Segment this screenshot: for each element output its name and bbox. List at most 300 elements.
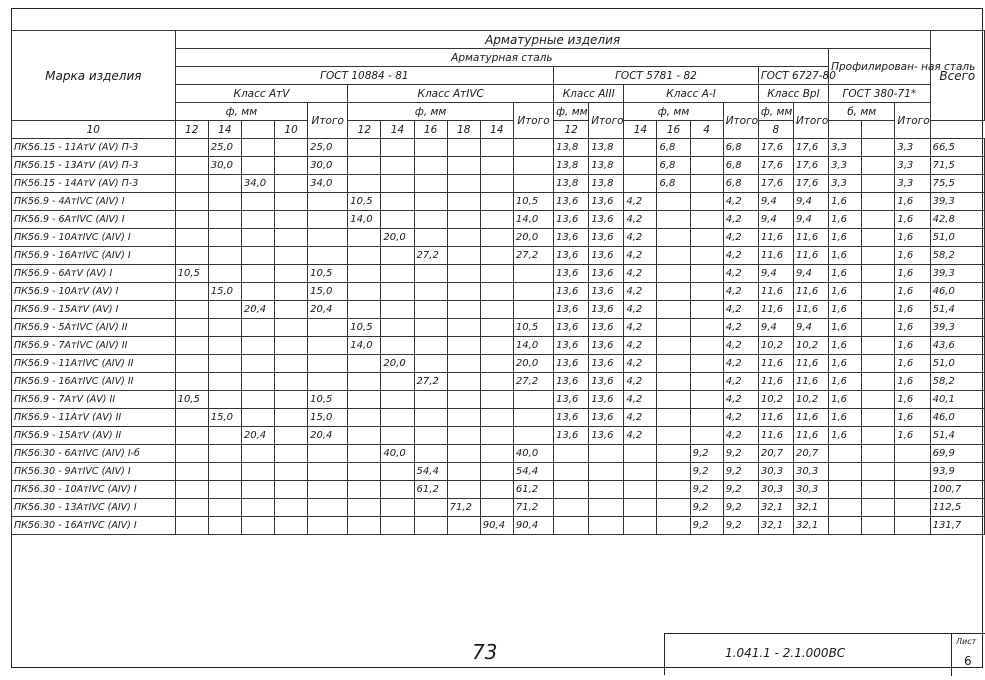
handwritten-page-number: 73	[472, 640, 498, 664]
row-cell	[381, 373, 414, 391]
row-cell	[175, 301, 208, 319]
row-cell: 4,2	[624, 427, 657, 445]
row-cell: 15,0	[208, 409, 241, 427]
row-cell	[308, 463, 348, 481]
row-cell: 13,8	[554, 157, 589, 175]
row-cell: 17,6	[793, 157, 828, 175]
row-cell	[175, 283, 208, 301]
row-cell: 13,6	[554, 409, 589, 427]
row-cell: 13,6	[554, 373, 589, 391]
header-size: 14	[480, 121, 513, 139]
row-cell: 27,2	[414, 373, 447, 391]
table-row	[12, 481, 985, 499]
header-class3: Класс АIII	[554, 85, 624, 103]
row-cell: 13,6	[589, 409, 624, 427]
row-cell: 11,6	[793, 247, 828, 265]
row-cell: 11,6	[758, 355, 793, 373]
row-cell	[381, 157, 414, 175]
table-body	[12, 139, 985, 535]
row-cell: 9,4	[793, 319, 828, 337]
row-mark: ПК56.9 - 6АтIVС (АIV) I	[12, 211, 176, 229]
row-cell	[175, 337, 208, 355]
row-mark: ПК56.30 - 9АтIVС (АIV) I	[12, 463, 176, 481]
table-header	[12, 31, 985, 139]
row-cell	[690, 319, 723, 337]
row-cell	[624, 139, 657, 157]
row-mark: ПК56.30 - 6АтIVС (АIV) I-б	[12, 445, 176, 463]
row-cell	[657, 229, 690, 247]
header-class4: Класс А-I	[624, 85, 759, 103]
row-cell	[381, 499, 414, 517]
row-cell: 71,2	[513, 499, 553, 517]
row-cell	[690, 301, 723, 319]
row-cell: 15,0	[308, 409, 348, 427]
row-cell: 13,8	[554, 175, 589, 193]
row-cell: 17,6	[758, 175, 793, 193]
row-cell	[480, 499, 513, 517]
row-cell	[414, 517, 447, 535]
row-cell: 13,6	[554, 283, 589, 301]
row-cell	[414, 139, 447, 157]
row-cell: 1,6	[829, 373, 862, 391]
row-cell: 3,3	[829, 157, 862, 175]
row-cell: 4,2	[624, 247, 657, 265]
row-cell	[657, 247, 690, 265]
row-cell: 9,2	[690, 499, 723, 517]
row-cell	[690, 175, 723, 193]
row-cell	[895, 517, 930, 535]
row-cell	[895, 445, 930, 463]
row-cell	[624, 463, 657, 481]
row-cell	[862, 481, 895, 499]
row-cell	[690, 355, 723, 373]
row-cell	[208, 481, 241, 499]
row-cell	[480, 193, 513, 211]
row-cell	[241, 283, 274, 301]
row-cell	[381, 283, 414, 301]
row-mark: ПК56.15 - 14АтV (АV) П-3	[12, 175, 176, 193]
row-cell	[690, 247, 723, 265]
row-cell: 32,1	[758, 499, 793, 517]
row-cell	[513, 265, 553, 283]
header-phi-4: ф, мм	[624, 103, 723, 121]
row-cell	[447, 463, 480, 481]
header-phi-1: ф, мм	[175, 103, 308, 121]
row-cell: 17,6	[758, 157, 793, 175]
row-cell	[447, 427, 480, 445]
row-cell: 9,2	[723, 481, 758, 499]
row-cell	[657, 445, 690, 463]
row-cell	[480, 481, 513, 499]
row-cell	[657, 391, 690, 409]
row-cell	[381, 193, 414, 211]
header-size: 14	[381, 121, 414, 139]
row-mark: ПК56.9 - 15АтV (АV) II	[12, 427, 176, 445]
row-cell	[480, 265, 513, 283]
row-cell: 10,2	[793, 391, 828, 409]
row-cell	[208, 355, 241, 373]
row-cell	[447, 391, 480, 409]
row-cell	[275, 283, 308, 301]
row-cell	[862, 139, 895, 157]
row-cell	[275, 427, 308, 445]
row-cell: 3,3	[829, 175, 862, 193]
row-cell	[447, 319, 480, 337]
row-cell	[208, 193, 241, 211]
row-cell: 51,4	[930, 427, 984, 445]
row-cell: 13,6	[589, 193, 624, 211]
row-cell: 39,3	[930, 319, 984, 337]
row-cell: 13,6	[589, 427, 624, 445]
row-cell: 13,6	[554, 229, 589, 247]
row-cell	[208, 319, 241, 337]
header-size-empty	[241, 121, 274, 139]
row-cell: 4,2	[723, 319, 758, 337]
row-cell	[829, 445, 862, 463]
row-cell: 13,8	[589, 175, 624, 193]
row-cell	[657, 193, 690, 211]
row-cell	[862, 517, 895, 535]
header-itogo-2: Итого	[513, 103, 553, 139]
row-cell: 11,6	[758, 301, 793, 319]
row-cell: 1,6	[829, 265, 862, 283]
row-cell	[275, 319, 308, 337]
row-cell	[480, 211, 513, 229]
row-cell	[241, 247, 274, 265]
row-cell	[414, 193, 447, 211]
row-cell: 13,6	[589, 301, 624, 319]
row-cell	[554, 463, 589, 481]
row-cell	[480, 391, 513, 409]
header-size: 10	[12, 121, 176, 139]
row-cell	[348, 499, 381, 517]
row-cell	[308, 445, 348, 463]
row-cell	[308, 211, 348, 229]
row-cell	[308, 499, 348, 517]
row-cell: 1,6	[829, 319, 862, 337]
row-cell: 75,5	[930, 175, 984, 193]
row-cell	[208, 247, 241, 265]
row-cell	[657, 409, 690, 427]
row-cell: 66,5	[930, 139, 984, 157]
row-cell	[414, 355, 447, 373]
row-cell: 4,2	[723, 193, 758, 211]
table-row	[12, 409, 985, 427]
row-cell	[241, 193, 274, 211]
row-cell: 11,6	[793, 373, 828, 391]
row-cell	[175, 175, 208, 193]
row-cell: 51,4	[930, 301, 984, 319]
row-cell: 9,2	[690, 445, 723, 463]
row-cell: 30,3	[758, 481, 793, 499]
row-cell: 13,6	[554, 301, 589, 319]
row-cell	[657, 355, 690, 373]
row-cell	[175, 517, 208, 535]
row-cell: 40,0	[513, 445, 553, 463]
header-size: 16	[414, 121, 447, 139]
row-cell	[690, 391, 723, 409]
row-cell: 11,6	[793, 427, 828, 445]
row-cell	[348, 427, 381, 445]
table-row	[12, 373, 985, 391]
row-cell: 34,0	[241, 175, 274, 193]
row-cell	[348, 373, 381, 391]
row-cell	[862, 463, 895, 481]
row-cell: 9,2	[723, 445, 758, 463]
row-cell: 4,2	[624, 409, 657, 427]
row-cell: 6,8	[657, 157, 690, 175]
row-cell	[862, 283, 895, 301]
row-cell	[862, 319, 895, 337]
row-cell	[175, 409, 208, 427]
row-cell: 1,6	[829, 391, 862, 409]
table-row	[12, 211, 985, 229]
table-row	[12, 355, 985, 373]
table-row	[12, 427, 985, 445]
row-cell	[480, 157, 513, 175]
row-mark: ПК56.9 - 10АтV (АV) I	[12, 283, 176, 301]
row-cell: 4,2	[624, 373, 657, 391]
row-mark: ПК56.9 - 7АтV (АV) II	[12, 391, 176, 409]
row-cell: 4,2	[624, 265, 657, 283]
row-cell	[829, 499, 862, 517]
row-cell: 4,2	[723, 301, 758, 319]
row-cell	[308, 355, 348, 373]
row-cell: 20,0	[381, 355, 414, 373]
row-cell	[480, 427, 513, 445]
row-cell: 51,0	[930, 355, 984, 373]
row-cell	[348, 445, 381, 463]
row-mark: ПК56.30 - 10АтIVС (АIV) I	[12, 481, 176, 499]
row-cell	[690, 157, 723, 175]
row-cell: 9,4	[758, 193, 793, 211]
row-cell	[554, 481, 589, 499]
row-cell	[241, 499, 274, 517]
row-cell	[381, 481, 414, 499]
row-cell	[480, 373, 513, 391]
row-cell: 1,6	[829, 283, 862, 301]
row-cell: 6,8	[723, 139, 758, 157]
row-cell	[447, 139, 480, 157]
row-cell	[690, 283, 723, 301]
table-row	[12, 175, 985, 193]
row-cell	[589, 481, 624, 499]
row-cell: 4,2	[723, 229, 758, 247]
row-cell	[624, 157, 657, 175]
row-cell	[829, 463, 862, 481]
row-cell: 90,4	[513, 517, 553, 535]
row-cell	[690, 427, 723, 445]
row-cell	[513, 157, 553, 175]
row-cell: 4,2	[723, 427, 758, 445]
row-cell: 1,6	[895, 211, 930, 229]
row-cell	[862, 265, 895, 283]
row-cell: 1,6	[829, 337, 862, 355]
row-cell: 20,4	[241, 301, 274, 319]
row-cell	[480, 337, 513, 355]
row-cell: 14,0	[348, 211, 381, 229]
row-cell	[348, 265, 381, 283]
row-cell	[275, 463, 308, 481]
document-code: 1.041.1 - 2.1.000ВС	[725, 646, 846, 660]
row-cell	[657, 517, 690, 535]
row-cell: 1,6	[829, 211, 862, 229]
row-cell	[381, 409, 414, 427]
row-cell: 13,6	[554, 355, 589, 373]
row-cell	[275, 409, 308, 427]
row-mark: ПК56.30 - 13АтIVС (АIV) I	[12, 499, 176, 517]
row-cell	[308, 337, 348, 355]
row-cell: 11,6	[793, 301, 828, 319]
row-cell	[381, 517, 414, 535]
row-cell: 1,6	[895, 247, 930, 265]
row-cell: 1,6	[895, 301, 930, 319]
row-cell	[513, 427, 553, 445]
row-cell	[208, 391, 241, 409]
header-class5: Класс ВрI	[758, 85, 828, 103]
row-cell	[348, 355, 381, 373]
header-size: 10	[275, 121, 308, 139]
row-cell: 40,0	[381, 445, 414, 463]
row-cell: 11,6	[758, 229, 793, 247]
row-cell	[447, 301, 480, 319]
row-cell	[208, 211, 241, 229]
row-cell	[447, 193, 480, 211]
row-cell	[275, 445, 308, 463]
row-cell	[862, 301, 895, 319]
header-itogo-3: Итого	[589, 103, 624, 139]
header-size: 14	[624, 121, 657, 139]
row-cell: 1,6	[895, 229, 930, 247]
row-cell: 9,2	[723, 463, 758, 481]
row-cell: 11,6	[758, 409, 793, 427]
row-cell: 90,4	[480, 517, 513, 535]
header-itogo-4: Итого	[723, 103, 758, 139]
row-cell	[275, 247, 308, 265]
row-cell	[208, 427, 241, 445]
row-cell	[241, 445, 274, 463]
row-cell	[414, 283, 447, 301]
row-cell	[308, 229, 348, 247]
row-cell	[175, 211, 208, 229]
row-cell	[275, 337, 308, 355]
row-cell	[480, 229, 513, 247]
row-cell: 3,3	[895, 175, 930, 193]
row-cell	[414, 427, 447, 445]
row-cell	[513, 409, 553, 427]
row-cell	[414, 211, 447, 229]
row-cell: 20,4	[308, 427, 348, 445]
row-cell	[589, 445, 624, 463]
row-cell: 13,6	[589, 247, 624, 265]
row-cell: 1,6	[895, 193, 930, 211]
row-cell	[175, 139, 208, 157]
row-cell: 13,8	[589, 157, 624, 175]
row-mark: ПК56.9 - 15АтV (АV) I	[12, 301, 176, 319]
row-cell	[381, 301, 414, 319]
row-cell: 9,4	[793, 265, 828, 283]
row-cell	[308, 517, 348, 535]
row-cell: 4,2	[624, 337, 657, 355]
row-cell	[175, 463, 208, 481]
row-cell: 4,2	[723, 409, 758, 427]
row-cell: 10,5	[308, 391, 348, 409]
row-cell	[414, 319, 447, 337]
row-cell: 10,5	[348, 319, 381, 337]
row-cell: 9,4	[758, 211, 793, 229]
row-cell	[690, 193, 723, 211]
row-cell	[381, 391, 414, 409]
row-cell	[208, 301, 241, 319]
row-cell: 4,2	[624, 229, 657, 247]
header-size: 12	[175, 121, 208, 139]
row-cell: 4,2	[723, 265, 758, 283]
row-cell	[829, 481, 862, 499]
row-cell: 1,6	[829, 301, 862, 319]
header-title2: Арматурная сталь	[175, 49, 828, 67]
row-cell: 11,6	[793, 229, 828, 247]
row-cell: 32,1	[758, 517, 793, 535]
row-cell: 13,6	[554, 247, 589, 265]
row-cell	[175, 445, 208, 463]
row-cell	[348, 463, 381, 481]
row-cell: 13,8	[554, 139, 589, 157]
row-cell	[480, 355, 513, 373]
row-cell	[241, 517, 274, 535]
row-cell	[447, 517, 480, 535]
row-cell: 14,0	[513, 211, 553, 229]
row-cell: 13,6	[554, 427, 589, 445]
row-cell	[241, 391, 274, 409]
row-cell	[175, 193, 208, 211]
header-gost1: ГОСТ 10884 - 81	[175, 67, 553, 85]
table-row	[12, 283, 985, 301]
row-cell: 1,6	[895, 265, 930, 283]
row-cell	[480, 301, 513, 319]
row-cell	[241, 319, 274, 337]
row-cell: 51,0	[930, 229, 984, 247]
row-cell: 1,6	[829, 409, 862, 427]
row-cell	[208, 445, 241, 463]
row-cell	[862, 409, 895, 427]
header-size: 12	[348, 121, 381, 139]
row-cell: 9,4	[758, 319, 793, 337]
row-cell: 1,6	[829, 229, 862, 247]
row-cell	[208, 373, 241, 391]
row-cell: 20,0	[513, 229, 553, 247]
row-cell: 46,0	[930, 283, 984, 301]
row-cell	[208, 463, 241, 481]
row-cell: 11,6	[758, 373, 793, 391]
row-cell: 11,6	[758, 283, 793, 301]
row-cell: 1,6	[895, 409, 930, 427]
row-cell	[862, 193, 895, 211]
row-cell: 27,2	[513, 373, 553, 391]
row-cell	[241, 229, 274, 247]
row-cell: 13,6	[589, 283, 624, 301]
header-size: 8	[758, 121, 793, 139]
header-size: 4	[690, 121, 723, 139]
row-cell	[447, 157, 480, 175]
row-cell	[480, 139, 513, 157]
row-cell	[554, 499, 589, 517]
row-cell	[447, 283, 480, 301]
sheet-label: Лист	[956, 637, 977, 646]
row-cell	[275, 481, 308, 499]
row-cell	[414, 391, 447, 409]
row-cell: 34,0	[308, 175, 348, 193]
row-cell	[862, 211, 895, 229]
